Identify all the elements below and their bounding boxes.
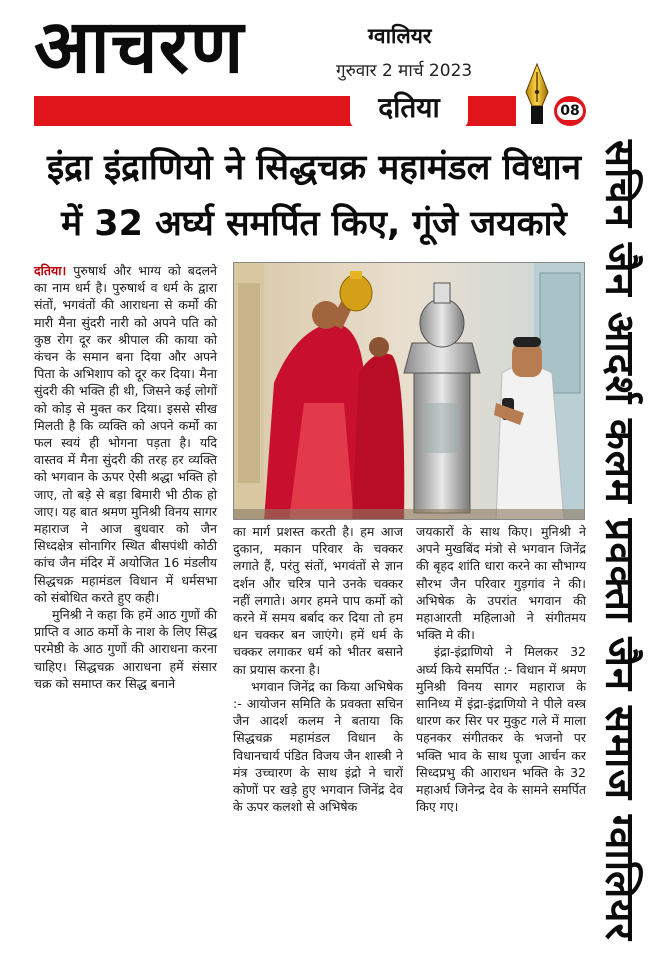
article-col2-para-1: का मार्ग प्रशस्त करती है। हम आज दुकान, मकान परिवार के चक्कर लगाते हैं, परंतु संतों, भगवंतों से ज्ञान दर्शन और चरित्र पाने उनके चक्कर नहीं लगाते। अगर हमने पाप कर्मो को करने में समय बर्बाद कर दिया तो हम धन चक्कर बन जाएंगे। हमें धर्म के चक्कर लगाकर धर्म को भीतर बसाने का प्रयास करना है। (233, 524, 403, 677)
article-col1-para-1: पुरुषार्थ और भाग्य को बदलने का नाम धर्म है। पुरुषार्थ व धर्म के द्वारा संतों, भगवंतों की आराधना से कर्मो की मारी मैना सुंदरी नारी को अपने पति को कुष्ठ रोग दूर कर श्रीपाल की काया को कंचन के समान बना दिया और अपने पिता के अभिशाप को दूर कर दिया। मैना सुंदरी की भक्ति ही थी, जिसने कई लोगों को कोड़ से मुक्त कर दिया। इससे सीख मिलती है कि व्यक्ति को अपने कर्मो का फल स्वयं ही भोगना पड़ता है। यदि वास्तव में मैना सुंदरी की तरह हर व्यक्ति को भगवान के ऊपर ऐसी श्रद्धा भक्ति हो जाए, तो बड़े से बड़ा बिमारी भी ठीक हो जाए। यह बात श्रमण मुनिश्री विनय सागर महाराज ने आज बुधवार को जैन सिध्दक्षेत्र सोनागिर स्थित बीसपंथी कोठी कांच जैन मंदिर में अयोजित 16 मंडलीय सिद्धचक्र महामंडल विधान में धर्मसभा को संबोधित करते हुए कही। (34, 263, 217, 605)
ceremony-photo (233, 262, 585, 520)
headline-line-1: इंद्रा इंद्राणियो ने सिद्धचक्र महामंडल विधान (46, 148, 582, 188)
article-col3-para-1: जयकारों के साथ किए। मुनिश्री ने अपने मुखबिंद मंत्रो से भगवान जिनेंद्र की बृहद शांति धारा करने का सौभाग्य सौरभ जैन परिवार गुड़गांव ने की। अभिषेक के उपरांत भगवान की महाआरती महिलाओ ने संगीतमय भक्ति मे की। (416, 524, 586, 643)
headline (34, 140, 594, 252)
newspaper-brand: आचरण (34, 4, 245, 90)
article-dateline: दतिया। (34, 263, 67, 278)
article-col2-para-2: भगवान जिनेंद्र का किया अभिषेक :- आयोजन समिति के प्रवक्ता सचिन जैन आदर्श कलम ने बताया कि सिद्धचक्र महामंडल विधान के विधानचार्य पंडित विजय जैन शास्त्री ने मंत्र उच्चारण के साथ इंद्रो ने चारों कोणों पर खड़े हुए भगवान जिनेंद्र देव के ऊपर कलशो से अभिषेक (233, 678, 403, 815)
edition-name: दतिया (350, 88, 468, 128)
city-name: ग्वालियर (368, 24, 432, 48)
vertical-credit-strip (596, 140, 648, 941)
issue-date: गुरुवार 2 मार्च 2023 (336, 61, 473, 81)
article-column-3 (416, 523, 586, 815)
ceremony-photo-illustration (234, 263, 585, 520)
article-column-1 (34, 262, 217, 692)
headline-line-2: में 32 अर्घ्य समर्पित किए, गूंजे जयकारे (61, 204, 567, 244)
vertical-credit-text: सचिन जैन आदर्श कलम प्रवक्ता जैन समाज ग्वालियर (596, 140, 643, 941)
fountain-pen-nib-icon (520, 62, 554, 126)
article-col1-para-2: मुनिश्री ने कहा कि हमें आठ गुणों की प्राप्ति व आठ कर्मो के नाश के लिए सिद्ध परमेष्ठी के आठ गुणों की आराधना करना चाहिए। सिद्धचक्र आराधना हमें संसार चक्र को समाप्त कर सिद्ध बनाने (34, 607, 217, 691)
masthead (0, 0, 653, 135)
article-column-2 (233, 523, 403, 815)
page-number-badge: 08 (554, 96, 586, 126)
article-col3-para-2: इंद्रा-इंद्राणियो ने मिलकर 32 अर्घ्य किये समर्पित :- विधान में श्रमण मुनिश्री विनय सागर महाराज के सानिध्य में इंद्रा-इंद्राणियो ने पीले वस्त्र धारण कर सिर पर मुकुट गले में माला पहनकर संगीतकर के भजनो पर भक्ति भाव के साथ पूजा आर्चन कर सिध्दप्रभु की आराधन भक्ति के 32 महाअर्घ जिनेन्द्र देव के सामने समर्पित किए गए। (416, 644, 586, 815)
article-lead-paragraph (34, 262, 217, 606)
